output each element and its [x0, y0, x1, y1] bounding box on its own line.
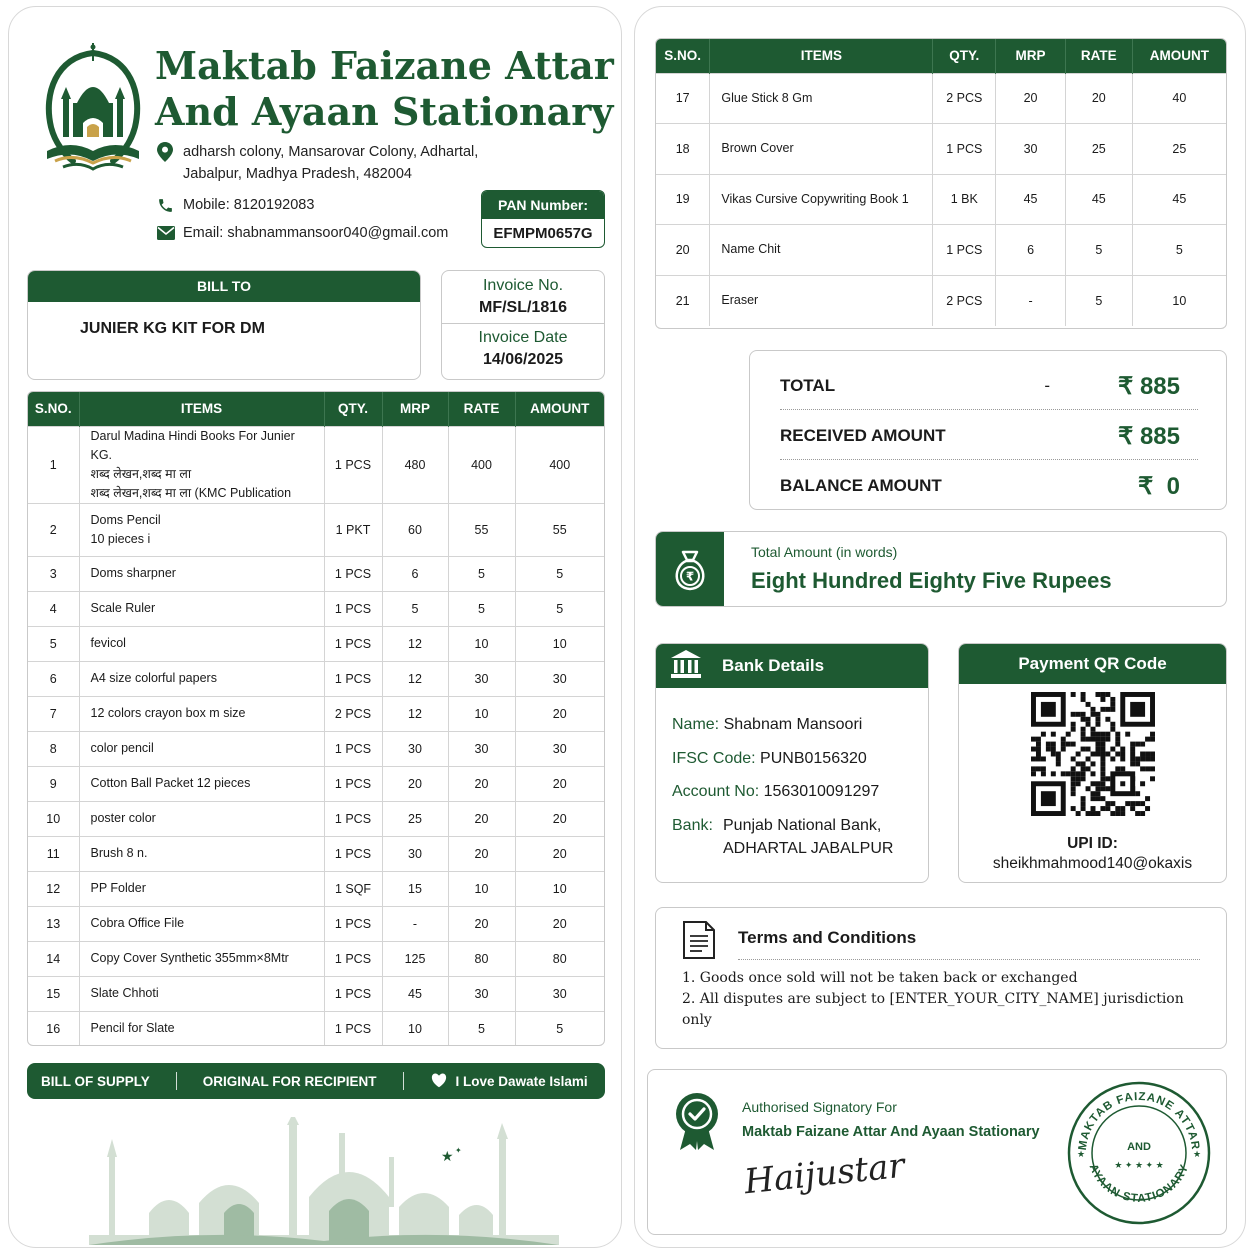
signature: Haijustar: [742, 1145, 907, 1203]
cell-rate: 25: [1065, 124, 1132, 175]
cell-item: [710, 73, 933, 124]
item-line: Pencil for Slate: [90, 1021, 175, 1036]
cell-mrp: -: [996, 275, 1066, 326]
invoice-info-box: [441, 270, 605, 380]
cell-mrp: 12: [382, 661, 448, 696]
cell-qty: 1 PCS: [324, 731, 382, 766]
signatory-box: [647, 1069, 1227, 1235]
cell-sno: 12: [28, 871, 79, 906]
total-value: ₹ 885: [1118, 372, 1180, 400]
cell-qty: 1 PCS: [324, 766, 382, 801]
original-recipient-label: ORIGINAL FOR RECIPIENT: [202, 1073, 377, 1089]
cell-sno: 20: [656, 225, 710, 276]
item-line: Cobra Office File: [90, 916, 185, 930]
item-line: शब्द लेखन,शब्द मा ला: [90, 466, 192, 481]
item-line: Brush 8 n.: [90, 846, 148, 860]
cell-qty: 1 PKT: [324, 503, 382, 556]
cell-sno: 7: [28, 696, 79, 731]
cell-sno: 18: [656, 124, 710, 175]
bank-name-label: Name:: [672, 716, 720, 733]
cell-item: [79, 871, 324, 906]
address-line1: adharsh colony, Mansarovar Colony, Adhartal,: [183, 144, 479, 160]
cell-sno: 21: [656, 275, 710, 326]
cell-item: [79, 976, 324, 1011]
bank-bank-label: Bank:: [672, 817, 713, 834]
item-line: शब्द लेखन,शब्द मा ला (KMC Publication: [90, 485, 292, 500]
shop-name-line2: And Ayaan Stationary: [155, 89, 614, 134]
header-items: ITEMS: [79, 392, 324, 426]
items-table-left: [27, 391, 605, 1046]
heart-icon: [430, 1072, 448, 1091]
total-row: [780, 361, 1198, 411]
cell-qty: 1 PCS: [324, 426, 382, 503]
cell-rate: 10: [448, 871, 515, 906]
cell-qty: 1 PCS: [324, 801, 382, 836]
cell-item: [79, 591, 324, 626]
mobile-row: [157, 194, 314, 216]
cell-item: [79, 801, 324, 836]
invoice-right-panel: [634, 6, 1246, 1248]
bank-ifsc-row: [672, 750, 867, 768]
bill-to-box: [27, 270, 421, 380]
cell-rate: 55: [448, 503, 515, 556]
stamp-center-text: AND: [1127, 1141, 1151, 1153]
cell-rate: 5: [448, 591, 515, 626]
cell-mrp: 20: [382, 766, 448, 801]
cell-amount: 5: [515, 1011, 604, 1046]
cell-rate: 20: [448, 906, 515, 941]
item-line: Name Chit: [721, 242, 781, 257]
upi-label: UPI ID:: [1067, 835, 1118, 852]
balance-label: BALANCE AMOUNT: [780, 476, 942, 495]
table-row: [28, 503, 604, 556]
cell-item: [79, 426, 324, 503]
cell-qty: 1 PCS: [324, 1011, 382, 1046]
item-line: color pencil: [90, 741, 154, 755]
cell-item: [79, 906, 324, 941]
bill-to-label: BILL TO: [28, 271, 420, 302]
footer-bar: [27, 1063, 605, 1099]
cell-amount: 25: [1132, 124, 1226, 175]
cell-sno: 1: [28, 426, 79, 503]
cell-amount: 5: [515, 591, 604, 626]
cell-qty: 2 PCS: [933, 275, 996, 326]
pan-value: EFMPM0657G: [493, 225, 593, 242]
phone-icon: [157, 194, 183, 216]
cell-item: [79, 766, 324, 801]
cell-mrp: 20: [996, 73, 1066, 124]
svg-text:★: ★: [1193, 1149, 1202, 1159]
cell-amount: 45: [1132, 174, 1226, 225]
cell-amount: 5: [1132, 225, 1226, 276]
received-value: ₹ 885: [1118, 422, 1180, 450]
address-row: [157, 141, 478, 185]
header-sno: S.NO.: [28, 392, 79, 426]
item-line: Doms Pencil: [90, 512, 161, 527]
received-label: RECEIVED AMOUNT: [780, 426, 946, 445]
item-line: Darul Madina Hindi Books For Junier KG.: [90, 428, 295, 462]
bank-account-value: 1563010091297: [763, 783, 880, 800]
table-header-row: [656, 39, 1226, 73]
table-row: [28, 906, 604, 941]
cell-rate: 30: [448, 661, 515, 696]
header-items: ITEMS: [710, 39, 933, 73]
bank-ifsc-label: IFSC Code:: [672, 750, 756, 767]
cell-mrp: 5: [382, 591, 448, 626]
cell-mrp: 45: [996, 174, 1066, 225]
cell-sno: 6: [28, 661, 79, 696]
cell-rate: 80: [448, 941, 515, 976]
header-mrp: MRP: [996, 39, 1066, 73]
cell-mrp: 6: [382, 556, 448, 591]
cell-amount: 80: [515, 941, 604, 976]
bank-building-icon: [670, 649, 702, 684]
cell-mrp: 125: [382, 941, 448, 976]
table-row: [28, 661, 604, 696]
cell-rate: 45: [1065, 174, 1132, 225]
item-line: A4 size colorful papers: [90, 671, 217, 685]
cell-sno: 10: [28, 801, 79, 836]
cell-amount: 30: [515, 731, 604, 766]
location-pin-icon: [157, 141, 183, 163]
mobile-number: Mobile: 8120192083: [183, 197, 315, 213]
mosque-skyline-illustration: [89, 1117, 559, 1245]
cell-sno: 15: [28, 976, 79, 1011]
table-row: [28, 941, 604, 976]
amount-in-words-box: [655, 531, 1227, 607]
svg-text:₹: ₹: [685, 569, 695, 584]
cell-qty: 1 PCS: [324, 836, 382, 871]
header-amount: AMOUNT: [1132, 39, 1226, 73]
cell-item: [79, 1011, 324, 1046]
item-line: Cotton Ball Packet 12 pieces: [90, 776, 251, 790]
invoice-date-label: Invoice Date: [478, 329, 568, 346]
qr-title: Payment QR Code: [959, 644, 1226, 684]
terms-list: [682, 968, 1202, 1031]
table-row: [28, 591, 604, 626]
header-rate: RATE: [448, 392, 515, 426]
amount-words-label: Total Amount (in words): [751, 544, 898, 560]
address-line2: Jabalpur, Madhya Pradesh, 482004: [183, 166, 412, 182]
table-row: [28, 836, 604, 871]
cell-amount: 30: [515, 976, 604, 1011]
cell-sno: 9: [28, 766, 79, 801]
item-line: Scale Ruler: [90, 601, 156, 615]
cell-rate: 5: [448, 556, 515, 591]
cell-mrp: 45: [382, 976, 448, 1011]
cell-qty: 1 PCS: [933, 225, 996, 276]
header-sno: S.NO.: [656, 39, 710, 73]
cell-rate: 30: [448, 976, 515, 1011]
cell-amount: 10: [1132, 275, 1226, 326]
bank-details-title: Bank Details: [722, 656, 825, 675]
shop-stamp-seal: [1064, 1078, 1214, 1228]
cell-qty: 1 PCS: [324, 941, 382, 976]
signatory-line2: Maktab Faizane Attar And Ayaan Stationary: [742, 1124, 1040, 1140]
cell-item: [710, 275, 933, 326]
table-row: [28, 1011, 604, 1046]
bank-ifsc-value: PUNB0156320: [760, 750, 867, 767]
item-line: Brown Cover: [721, 141, 794, 156]
cell-qty: 1 PCS: [933, 124, 996, 175]
invoice-no-label: Invoice No.: [482, 277, 564, 294]
cell-mrp: 10: [382, 1011, 448, 1046]
cell-amount: 20: [515, 801, 604, 836]
qr-code-icon[interactable]: [1031, 692, 1155, 816]
bank-details-header: [656, 644, 928, 688]
balance-row: [780, 461, 1198, 511]
cell-item: [79, 556, 324, 591]
table-row: [28, 626, 604, 661]
header-rate: RATE: [1065, 39, 1132, 73]
cell-item: [79, 696, 324, 731]
bank-bank-row: [672, 817, 894, 857]
table-row: [28, 731, 604, 766]
cell-amount: 10: [515, 871, 604, 906]
bank-bank-value2: ADHARTAL JABALPUR: [723, 840, 894, 857]
cell-amount: 40: [1132, 73, 1226, 124]
cell-amount: 20: [515, 766, 604, 801]
cell-mrp: 480: [382, 426, 448, 503]
money-bag-icon: [656, 532, 724, 607]
cell-qty: 2 PCS: [933, 73, 996, 124]
total-dash: -: [1044, 376, 1050, 395]
cell-rate: 20: [448, 766, 515, 801]
table-row: [656, 73, 1226, 124]
cell-item: [79, 503, 324, 556]
shop-name-line1: Maktab Faizane Attar: [155, 43, 614, 88]
cell-sno: 16: [28, 1011, 79, 1046]
invoice-left-panel: [8, 6, 622, 1248]
item-line: Doms sharpner: [90, 566, 176, 580]
terms-item-1: 1. Goods once sold will not be taken back or exchanged: [682, 970, 1078, 986]
table-header-row: [28, 392, 604, 426]
cell-rate: 20: [448, 836, 515, 871]
table-row: [28, 801, 604, 836]
cell-mrp: 25: [382, 801, 448, 836]
cell-rate: 20: [1065, 73, 1132, 124]
cell-rate: 20: [448, 801, 515, 836]
table-row: [656, 225, 1226, 276]
cell-rate: 5: [448, 1011, 515, 1046]
terms-box: [655, 907, 1227, 1049]
cell-sno: 2: [28, 503, 79, 556]
table-row: [656, 174, 1226, 225]
item-line: PP Folder: [90, 881, 146, 895]
signatory-line1: Authorised Signatory For: [742, 1099, 897, 1115]
invoice-date-value: 14/06/2025: [482, 351, 564, 368]
terms-title: Terms and Conditions: [738, 928, 917, 947]
upi-value: sheikhmahmood140@okaxis: [992, 855, 1193, 872]
cell-mrp: 6: [996, 225, 1066, 276]
item-line: 10 pieces i: [90, 531, 151, 546]
table-row: [28, 696, 604, 731]
cell-mrp: 30: [996, 124, 1066, 175]
cell-mrp: 12: [382, 696, 448, 731]
cell-amount: 20: [515, 696, 604, 731]
cell-rate: 10: [448, 626, 515, 661]
cell-sno: 5: [28, 626, 79, 661]
stamp-bottom-text: AYAAN STATIONARY: [1086, 1162, 1192, 1205]
cell-amount: 20: [515, 906, 604, 941]
svg-text:✦: ✦: [455, 1146, 462, 1155]
cell-mrp: 30: [382, 731, 448, 766]
cell-rate: 10: [448, 696, 515, 731]
cell-qty: 1 PCS: [324, 976, 382, 1011]
header-amount: AMOUNT: [515, 392, 604, 426]
cell-rate: 30: [448, 731, 515, 766]
pan-label: PAN Number:: [482, 191, 604, 219]
item-line: Copy Cover Synthetic 355mm×8Mtr: [90, 951, 289, 965]
email-address: Email: shabnammansoor040@gmail.com: [183, 225, 449, 241]
mosque-book-logo-icon: [37, 43, 149, 175]
cell-sno: 13: [28, 906, 79, 941]
cell-mrp: -: [382, 906, 448, 941]
total-label: TOTAL: [780, 376, 836, 395]
balance-value: ₹ 0: [1138, 472, 1180, 500]
bank-bank-value1: Punjab National Bank,: [723, 817, 882, 834]
item-line: 12 colors crayon box m size: [90, 706, 246, 720]
cell-sno: 3: [28, 556, 79, 591]
cell-item: [79, 941, 324, 976]
cell-sno: 14: [28, 941, 79, 976]
cell-item: [79, 626, 324, 661]
table-row: [28, 871, 604, 906]
cell-qty: 1 PCS: [324, 556, 382, 591]
table-row: [656, 275, 1226, 326]
item-line: fevicol: [90, 636, 126, 650]
cell-amount: 30: [515, 661, 604, 696]
cell-qty: 1 PCS: [324, 906, 382, 941]
cell-amount: 20: [515, 836, 604, 871]
header-qty: QTY.: [324, 392, 382, 426]
invoice-no-value: MF/SL/1816: [478, 299, 568, 316]
table-row: [656, 124, 1226, 175]
cell-sno: 8: [28, 731, 79, 766]
bank-account-label: Account No:: [672, 783, 760, 800]
cell-item: [79, 731, 324, 766]
bank-account-row: [672, 783, 879, 801]
table-row: [28, 556, 604, 591]
bank-details-box: [655, 643, 929, 883]
cell-qty: 1 PCS: [324, 626, 382, 661]
cell-sno: 19: [656, 174, 710, 225]
totals-box: [749, 350, 1227, 510]
stamp-top-text: MAKTAB FAIZANE ATTAR: [1076, 1090, 1202, 1152]
amount-words-value: Eight Hundred Eighty Five Rupees: [751, 568, 1112, 593]
cell-qty: 1 BK: [933, 174, 996, 225]
cell-item: [710, 174, 933, 225]
terms-item-2: 2. All disputes are subject to [ENTER_YOUR_CITY_NAME] jurisdiction only: [682, 991, 1184, 1028]
received-row: [780, 411, 1198, 461]
items-table-right: [655, 38, 1227, 329]
cell-rate: 5: [1065, 275, 1132, 326]
document-icon: [682, 920, 716, 960]
header-mrp: MRP: [382, 392, 448, 426]
table-row: [28, 976, 604, 1011]
item-line: Vikas Cursive Copywriting Book 1: [721, 191, 909, 206]
love-dawate-label: I Love Dawate Islami: [455, 1073, 588, 1089]
svg-text:★ ✦ ★ ✦ ★: ★ ✦ ★ ✦ ★: [1114, 1160, 1164, 1170]
table-row: [28, 426, 604, 503]
payment-qr-box: [958, 643, 1227, 883]
cell-amount: 55: [515, 503, 604, 556]
cell-amount: 400: [515, 426, 604, 503]
bill-of-supply-label: BILL OF SUPPLY: [41, 1073, 150, 1089]
cell-item: [710, 124, 933, 175]
cell-mrp: 15: [382, 871, 448, 906]
cell-qty: 2 PCS: [324, 696, 382, 731]
cell-amount: 10: [515, 626, 604, 661]
item-line: Slate Chhoti: [90, 986, 159, 1000]
cell-mrp: 12: [382, 626, 448, 661]
cell-mrp: 30: [382, 836, 448, 871]
cell-item: [79, 836, 324, 871]
cell-mrp: 60: [382, 503, 448, 556]
cell-sno: 11: [28, 836, 79, 871]
cell-qty: 1 PCS: [324, 591, 382, 626]
cell-qty: 1 PCS: [324, 661, 382, 696]
bank-name-value: Shabnam Mansoori: [723, 716, 863, 733]
cell-rate: 5: [1065, 225, 1132, 276]
verified-badge-icon: [674, 1092, 720, 1152]
email-row: [157, 222, 448, 244]
cell-item: [710, 225, 933, 276]
header-qty: QTY.: [933, 39, 996, 73]
cell-amount: 5: [515, 556, 604, 591]
table-row: [28, 766, 604, 801]
item-line: Glue Stick 8 Gm: [721, 90, 813, 105]
cell-qty: 1 SQF: [324, 871, 382, 906]
item-line: poster color: [90, 811, 156, 825]
email-icon: [157, 222, 183, 244]
svg-text:★: ★: [441, 1148, 454, 1164]
bill-to-value: JUNIER KG KIT FOR DM: [80, 320, 265, 337]
bank-name-row: [672, 716, 862, 734]
shop-title: [155, 43, 614, 135]
item-line: Eraser: [721, 293, 759, 307]
cell-sno: 17: [656, 73, 710, 124]
pan-number-box: [481, 190, 605, 248]
svg-text:★: ★: [1077, 1149, 1086, 1159]
cell-sno: 4: [28, 591, 79, 626]
cell-item: [79, 661, 324, 696]
cell-rate: 400: [448, 426, 515, 503]
